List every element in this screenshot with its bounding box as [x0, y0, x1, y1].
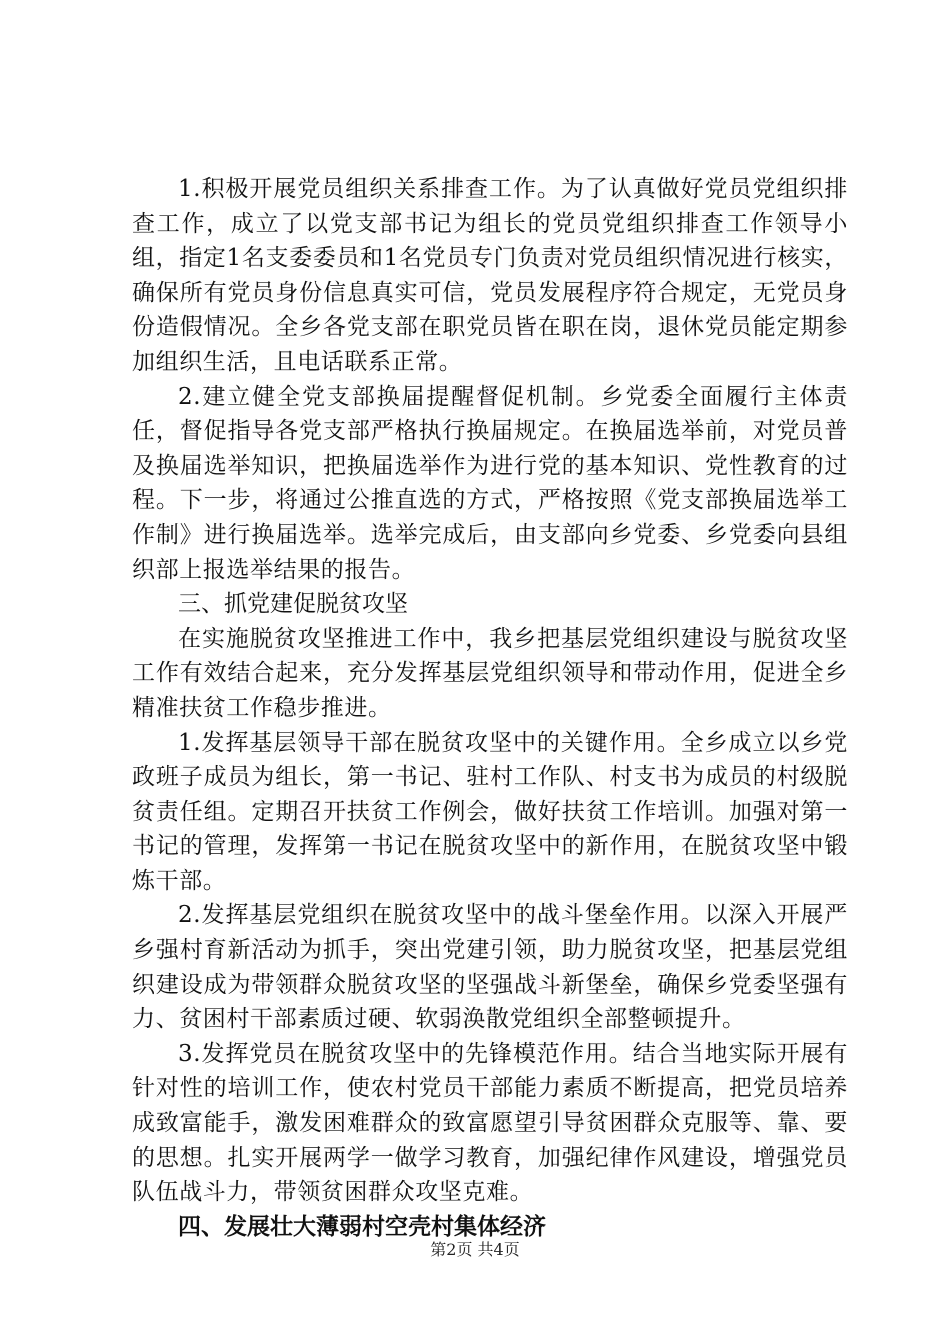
page-number: 第2页 共4页	[430, 1240, 520, 1259]
paragraph-members-vanguard: 3.发挥党员在脱贫攻坚中的先锋模范作用。结合当地实际开展有针对性的培训工作，使农村党员干部能力素质不断提高，把党员培养成致富能手，激发困难群众的致富愿望引导贫困群众克服等、靠、要的思想。扎实开展两学一做学习教育，加强纪律作风建设，增强党员队伍战斗力，带领贫困群众攻坚克难。	[132, 1040, 848, 1206]
section-heading-poverty-alleviation: 三、抓党建促脱贫攻坚	[178, 591, 408, 618]
paragraph-party-relations-check: 1.积极开展党员组织关系排查工作。为了认真做好党员党组织排查工作，成立了以党支部书记为组长的党员党组织排查工作领导小组，指定1名支委委员和1名党员专门负责对党员组织情况进行核实，确保所有党员身份信息真实可信，党员发展程序符合规定，无党员身份造假情况。全乡各党支部在职党员皆在职在岗，退休党员能定期参加组织生活，且电话联系正常。	[132, 176, 848, 375]
document-body	[132, 172, 848, 1244]
paragraph-poverty-intro: 在实施脱贫攻坚推进工作中，我乡把基层党组织建设与脱贫攻坚工作有效结合起来，充分发挥基层党组织领导和带动作用，促进全乡精准扶贫工作稳步推进。	[132, 625, 848, 721]
paragraph-grassroots-fortress: 2.发挥基层党组织在脱贫攻坚中的战斗堡垒作用。以深入开展严乡强村育新活动为抓手，突出党建引领，助力脱贫攻坚，把基层党组织建设成为带领群众脱贫攻坚的坚强战斗新堡垒，确保乡党委坚强有力、贫困村干部素质过硬、软弱涣散党组织全部整顿提升。	[132, 902, 848, 1033]
page-footer	[0, 1240, 950, 1260]
paragraph-branch-election-mechanism: 2.建立健全党支部换届提醒督促机制。乡党委全面履行主体责任，督促指导各党支部严格执行换届规定。在换届选举前，对党员普及换届选举知识，把换届选举作为进行党的基本知识、党性教育的过程。下一步，将通过公推直选的方式，严格按照《党支部换届选举工作制》进行换届选举。选举完成后，由支部向乡党委、乡党委向县组织部上报选举结果的报告。	[132, 383, 848, 583]
paragraph-leaders-role: 1.发挥基层领导干部在脱贫攻坚中的关键作用。全乡成立以乡党政班子成员为组长，第一书记、驻村工作队、村支书为成员的村级脱贫责任组。定期召开扶贫工作例会，做好扶贫工作培训。加强对第一书记的管理，发挥第一书记在脱贫攻坚中的新作用，在脱贫攻坚中锻炼干部。	[132, 729, 848, 894]
section-heading-collective-economy: 四、发展壮大薄弱村空壳村集体经济	[178, 1213, 546, 1240]
